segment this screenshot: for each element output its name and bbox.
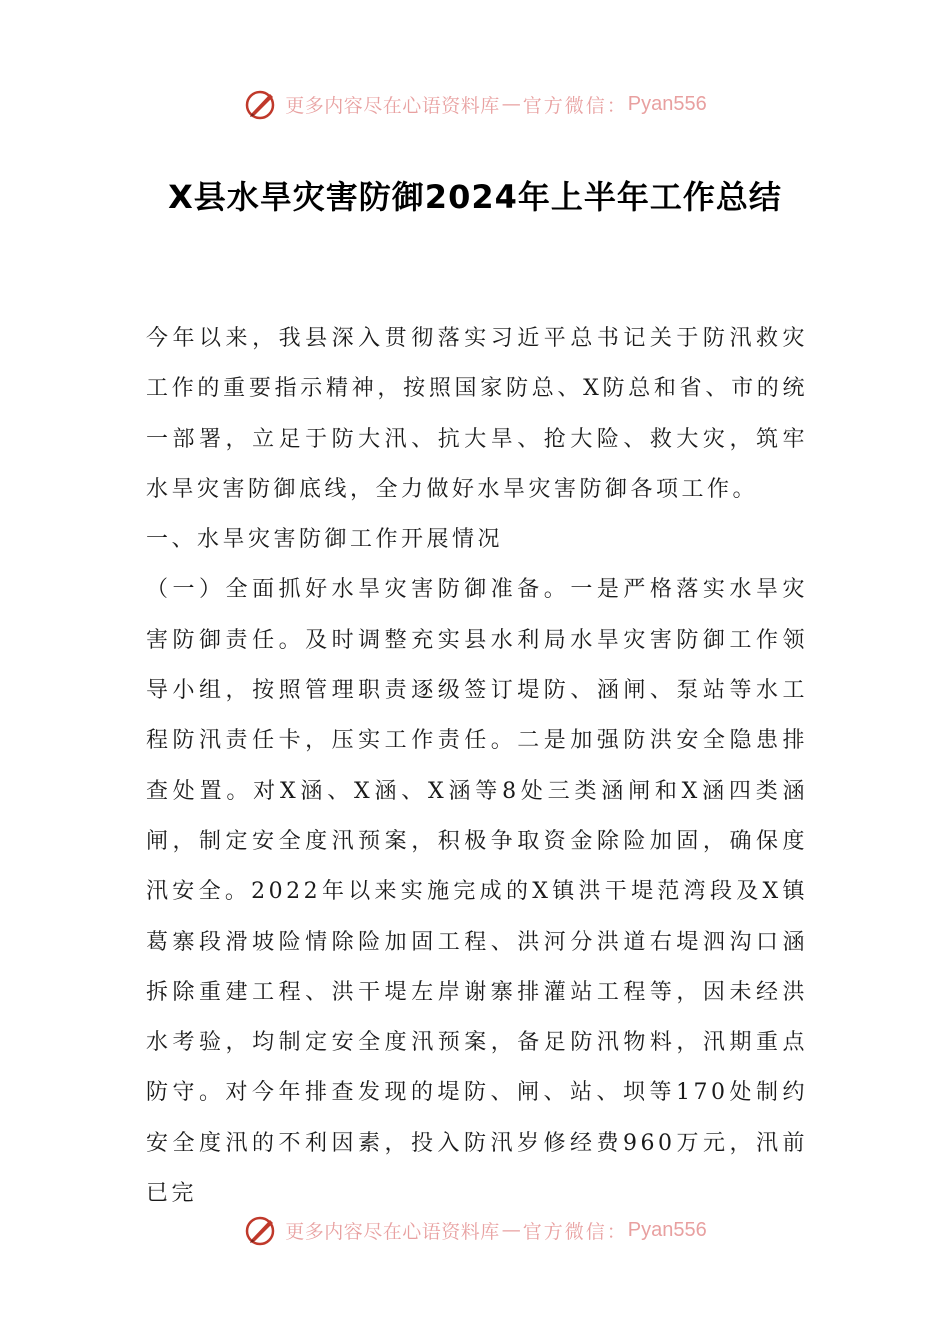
- header-brand-text: 更多内容尽在心语资料库: [285, 94, 500, 117]
- footer-separator: —: [501, 1219, 521, 1241]
- header-watermark: [0, 84, 950, 124]
- header-wechat-id: Pyan556: [627, 92, 707, 115]
- footer-brand-text: 更多内容尽在心语资料库: [285, 1220, 500, 1243]
- section-heading: 一、水旱灾害防御工作开展情况: [146, 527, 504, 553]
- footer-wechat-label: 官方微信：: [522, 1220, 628, 1243]
- paragraph-section-1: （一）全面抓好水旱灾害防御准备。一是严格落实水旱灾害防御责任。及时调整充实县水利局水旱灾害防御工作领导小组，按照管理职责逐级签订堤防、涵闸、泵站等水工程防汛责任卡，压实工作责任。二是加强防洪安全隐患排查处置。对X涵、X涵、X涵等8处三类涵闸和X涵四类涵闸，制定安全度汛预案，积极争取资金除险加固，确保度汛安全。2022年以来实施完成的X镇洪干堤范湾段及X镇葛寨段滑坡险情除险加固工程、洪河分洪道右堤泗沟口涵拆除重建工程、洪干堤左岸谢寨排灌站工程等，因未经洪水考验，均制定安全度汛预案，备足防汛物料，汛期重点防守。对今年排查发现的堤防、闸、站、坝等170处制约安全度汛的不利因素，投入防汛岁修经费960万元，汛前已完: [146, 577, 808, 1207]
- pen-logo-icon: [243, 86, 279, 122]
- header-wechat-label: 官方微信：: [522, 94, 628, 117]
- footer-wechat-id: Pyan556: [627, 1218, 707, 1241]
- document-body: [146, 314, 808, 1219]
- header-separator: —: [501, 93, 521, 115]
- paragraph-intro: 今年以来，我县深入贯彻落实习近平总书记关于防汛救灾工作的重要指示精神，按照国家防总、X防总和省、市的统一部署，立足于防大汛、抗大旱、抢大险、救大灾，筑牢水旱灾害防御底线，全力做好水旱灾害防御各项工作。: [146, 326, 808, 502]
- footer-watermark: [0, 1210, 950, 1250]
- document-title: X县水旱灾害防御2024年上半年工作总结: [168, 178, 782, 216]
- pen-logo-icon: [243, 1212, 279, 1248]
